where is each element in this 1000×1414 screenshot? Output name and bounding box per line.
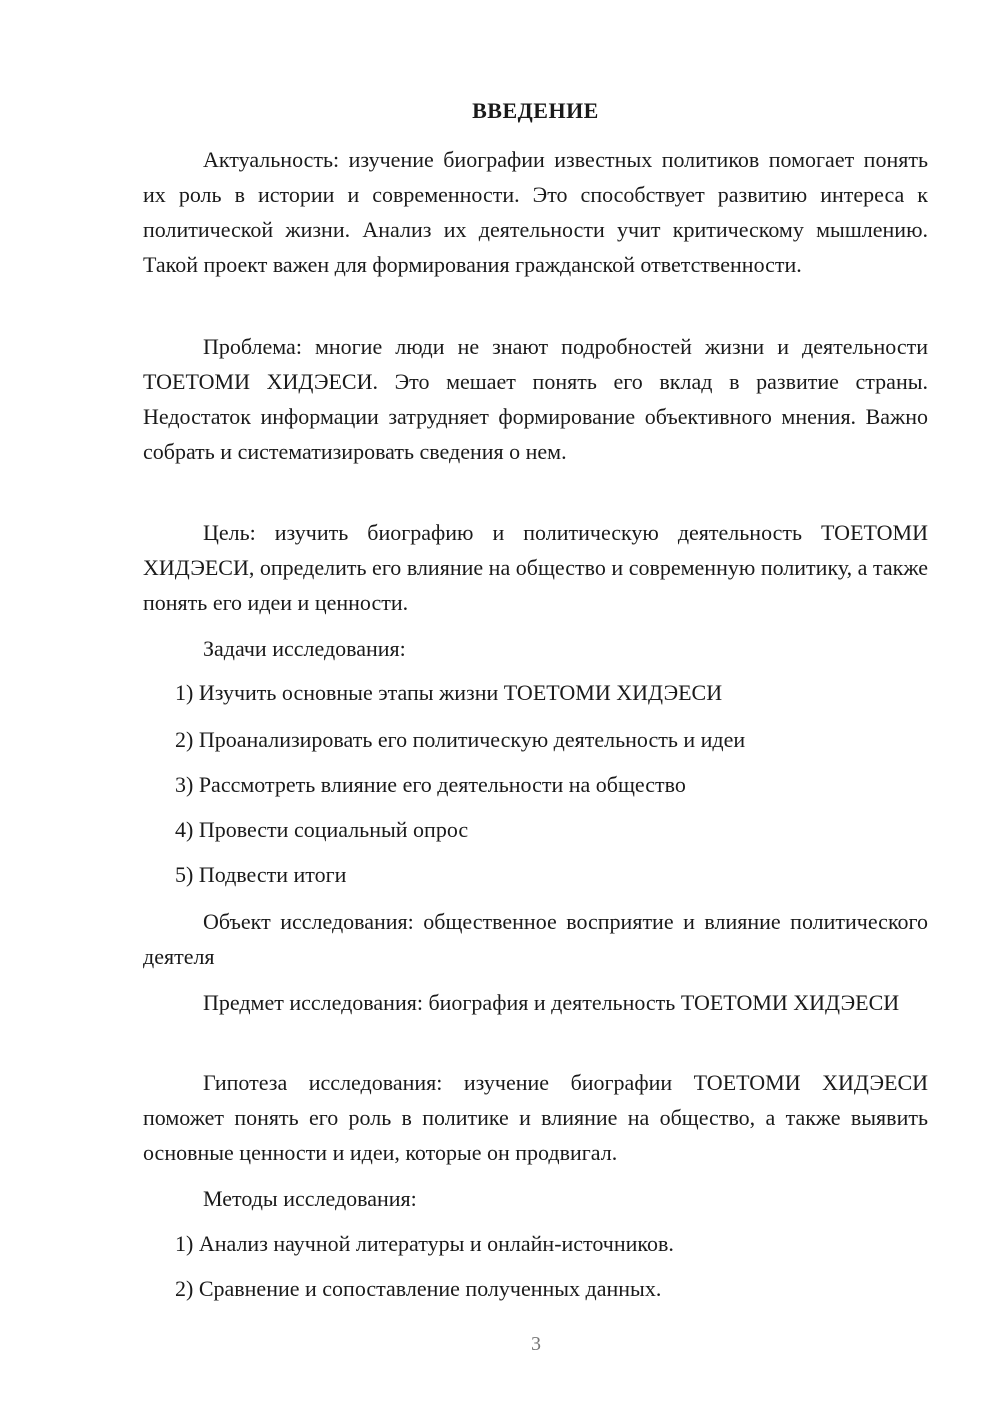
relevance-paragraph: Актуальность: изучение биографии известных политиков помогает понять их роль в истории и современности. Это способствует развитию интереса к политической жизни. Анализ их деятельности учит критическому мышлению. Такой проект важен для формирования гражданской ответственности. (143, 147, 928, 277)
methods-heading: Методы исследования: (203, 1186, 417, 1211)
task-item: 5) Подвести итоги (175, 862, 347, 887)
hypothesis-paragraph: Гипотеза исследования: изучение биографии ТОЕТОМИ ХИДЭЕСИ поможет понять его роль в политике и влияние на общество, а также выявить основные ценности и идеи, которые он продвигал. (143, 1070, 928, 1165)
task-item: 1) Изучить основные этапы жизни ТОЕТОМИ ХИДЭЕСИ (175, 680, 723, 705)
method-item: 2) Сравнение и сопоставление полученных данных. (175, 1276, 662, 1301)
task-item: 2) Проанализировать его политическую деятельность и идеи (175, 727, 746, 752)
problem-paragraph: Проблема: многие люди не знают подробностей жизни и деятельности ТОЕТОМИ ХИДЭЕСИ. Это мешает понять его вклад в развитие страны. Недостаток информации затрудняет формирование объективного мнения. Важно собрать и систематизировать сведения о нем. (143, 334, 928, 464)
task-item: 4) Провести социальный опрос (175, 817, 469, 842)
method-item: 1) Анализ научной литературы и онлайн-источников. (175, 1231, 674, 1256)
task-item: 3) Рассмотреть влияние его деятельности на общество (175, 772, 686, 797)
subject-paragraph: Предмет исследования: биография и деятельность ТОЕТОМИ ХИДЭЕСИ (203, 990, 900, 1015)
page-number: 3 (531, 1333, 541, 1355)
goal-paragraph: Цель: изучить биографию и политическую деятельность ТОЕТОМИ ХИДЭЕСИ, определить его влияние на общество и современную политику, а также понять его идеи и ценности. (143, 520, 928, 615)
page-title: ВВЕДЕНИЕ (472, 98, 599, 123)
tasks-heading: Задачи исследования: (203, 636, 406, 661)
object-paragraph: Объект исследования: общественное восприятие и влияние политического деятеля (143, 909, 928, 969)
